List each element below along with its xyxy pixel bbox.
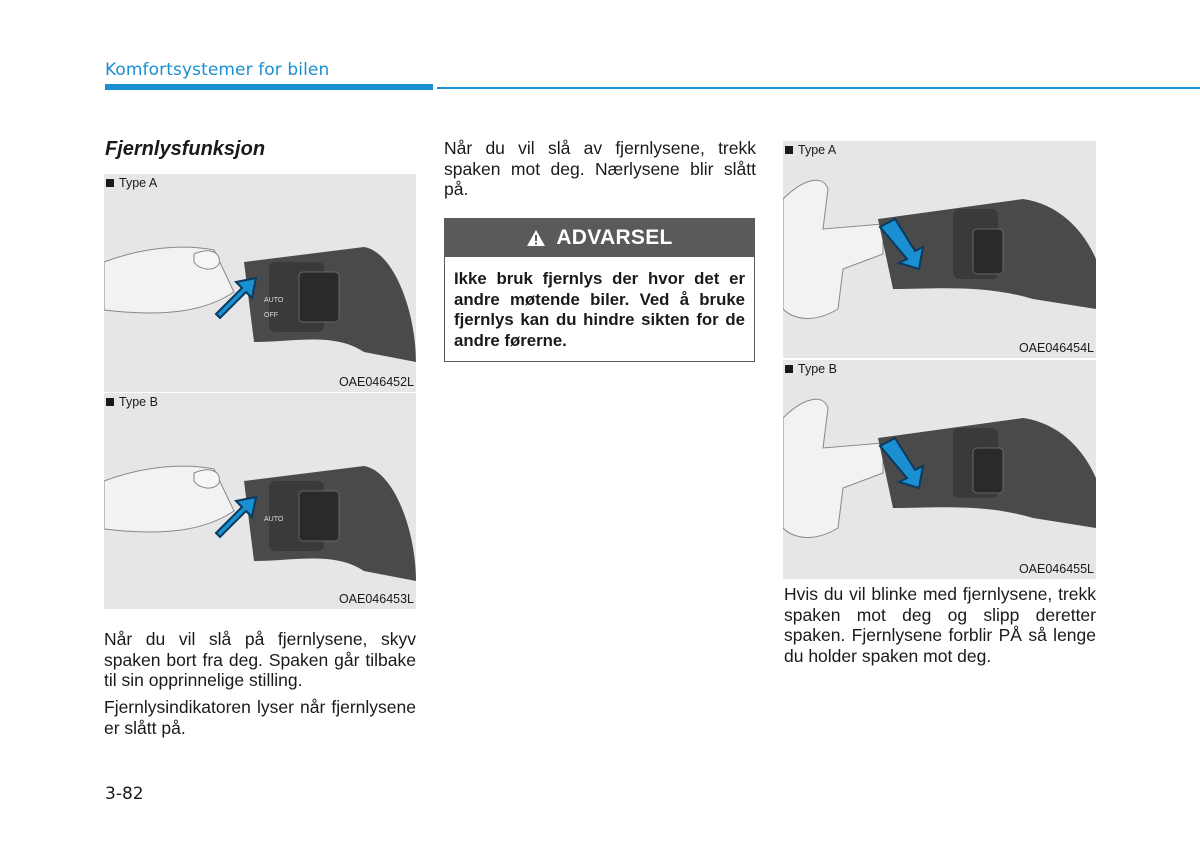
figure-type-label: Type B — [785, 362, 837, 376]
page-number: 3-82 — [105, 784, 144, 804]
col2-paragraph-1: Når du vil slå av fjernlysene, trekk spaken mot deg. Nærlysene blir slått på. — [444, 138, 756, 199]
stalk-illustration — [104, 192, 416, 372]
switch-label-auto: AUTO — [264, 516, 284, 523]
figure-type-label: Type B — [106, 395, 158, 409]
figure-code: OAE046453L — [338, 592, 414, 606]
header-rule-thin — [437, 87, 1200, 89]
col3-paragraph-1: Hvis du vil blinke med fjernlysene, trekk spaken mot deg og slipp deretter spaken. Fjernlysene forblir PÅ så lenge du holder spaken mot deg. — [784, 584, 1096, 666]
col1-paragraph-1: Når du vil slå på fjernlysene, skyv spaken bort fra deg. Spaken går tilbake til sin opprinnelige stilling. — [104, 629, 416, 690]
warning-triangle-icon — [526, 229, 546, 247]
figure-type-label: Type A — [106, 176, 157, 190]
header-rule-thick — [105, 84, 433, 90]
stalk-illustration — [104, 411, 416, 591]
warning-title: ADVARSEL — [556, 226, 673, 249]
warning-header — [445, 219, 754, 257]
switch-label-auto: AUTO — [264, 297, 284, 304]
warning-box — [444, 218, 755, 362]
running-header: Komfortsystemer for bilen — [105, 60, 330, 80]
figure-type-a-push — [104, 174, 416, 392]
col1-paragraph-2: Fjernlysindikatoren lyser når fjernlysene er slått på. — [104, 697, 416, 738]
figure-code: OAE046454L — [1018, 341, 1094, 355]
section-heading: Fjernlysfunksjon — [105, 138, 266, 160]
stalk-illustration — [783, 159, 1096, 339]
figure-type-a-pull — [783, 141, 1096, 358]
figure-code: OAE046452L — [338, 375, 414, 389]
figure-type-b-push — [104, 393, 416, 609]
warning-text: Ikke bruk fjernlys der hvor det er andre møtende biler. Ved å bruke fjernlys kan du hindre sikten for de andre førerne. — [454, 269, 745, 350]
stalk-illustration — [783, 378, 1096, 558]
figure-type-label: Type A — [785, 143, 836, 157]
switch-label-off: OFF — [264, 312, 278, 319]
figure-type-b-pull — [783, 360, 1096, 579]
figure-code: OAE046455L — [1018, 562, 1094, 576]
